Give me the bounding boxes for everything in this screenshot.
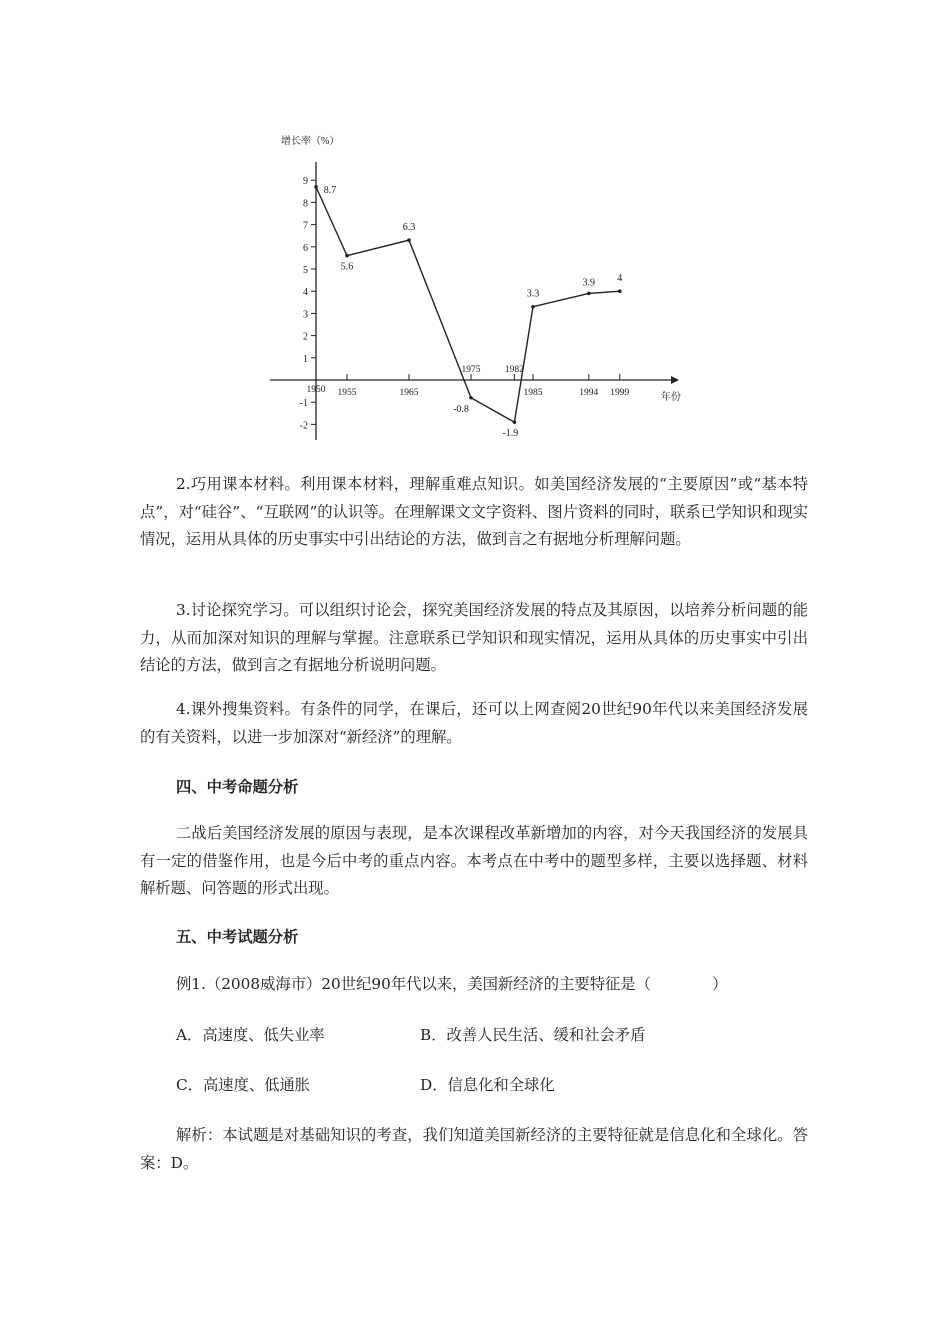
data-point [618,289,622,293]
x-tick-label: 1965 [399,388,419,398]
data-point [407,238,411,242]
y-axis-title: 增长率（%） [281,136,340,147]
data-point [587,292,591,296]
paragraph-2: 2.巧用课本材料。利用课本材料，理解重难点知识。如美国经济发展的“主要原因”或“基本特点”，对“硅谷”、“互联网”的认识等。在理解课文文字资料、图片资料的同时，联系已学知识和现实情况，运用从具体的历史事实中引出结论的方法，做到言之有据地分析理解问题。 [140,475,808,548]
paragraph-3: 3.讨论探究学习。可以组织讨论会，探究美国经济发展的特点及其原因，以培养分析问题的能力，从而加深对知识的理解与掌握。注意联系已学知识和现实情况，运用从具体的历史事实中引出结论的方法，做到言之有据地分析说明问题。 [140,601,808,674]
data-value-label: 3.9 [582,277,596,289]
data-value-label: 3.3 [526,288,540,300]
analysis-answer: 解析：本试题是对基础知识的考查，我们知道美国新经济的主要特征就是信息化和全球化。答案：D。 [140,1126,808,1172]
x-tick-label: 1950 [306,385,326,395]
x-tick-label: 1985 [523,388,543,398]
series-line [316,184,623,422]
data-value-label: 6.3 [402,222,416,234]
y-tick-label: 9 [303,176,308,188]
section-heading-5: 五、中考试题分析 [176,928,299,946]
option-b: B．改善人民生活、缓和社会矛盾 [420,1026,646,1044]
y-tick-label: -2 [299,420,308,432]
data-point [531,305,535,309]
data-value-label: -0.8 [453,403,469,415]
data-point [469,396,473,400]
y-tick-label: 3 [303,309,308,321]
section-heading-4: 四、中考命题分析 [176,778,299,796]
y-tick-label: 4 [303,287,308,299]
paragraph-4: 4.课外搜集资料。有条件的同学，在课后，还可以上网查阅20世纪90年代以来美国经济发展的有关资料，以进一步加深对“新经济”的理解。 [140,700,808,746]
y-tick-label: 5 [303,265,308,276]
data-value-label: 4 [617,273,623,285]
y-tick-label: 2 [303,331,308,343]
y-tick-label: 1 [303,353,308,365]
x-axis-arrow [671,376,679,384]
x-tick-label: 1999 [610,388,630,398]
example-question: 例1.（2008威海市）20世纪90年代以来，美国新经济的主要特征是（ ） [176,975,728,993]
growth-rate-line-chart [265,122,695,452]
y-tick-label: -1 [299,398,308,410]
option-a: A．高速度、低失业率 [176,1026,325,1044]
data-value-label: 5.6 [340,261,354,273]
y-tick-label: 7 [303,220,308,232]
option-d: D．信息化和全球化 [420,1076,555,1094]
y-tick-label: 8 [303,198,308,210]
data-point [345,254,349,258]
y-tick-label: 6 [303,242,308,254]
x-tick-label: 1955 [337,388,357,398]
x-axis-title: 年份 [661,392,681,403]
x-tick-label: 1994 [579,388,599,398]
option-c: C．高速度、低通胀 [176,1076,311,1094]
data-point [513,420,517,424]
data-value-label: -1.9 [502,428,519,440]
x-tick-label: 1975 [461,365,481,375]
x-tick-label: 1982 [504,365,524,375]
data-point [314,185,318,189]
paragraph-exam-analysis: 二战后美国经济发展的原因与表现，是本次课程改革新增加的内容，对今天我国经济的发展具有一定的借鉴作用，也是今后中考的重点内容。本考点在中考中的题型多样，主要以选择题、材料解析题、问答题的形式出现。 [140,824,808,897]
data-value-label: 8.7 [323,184,337,196]
